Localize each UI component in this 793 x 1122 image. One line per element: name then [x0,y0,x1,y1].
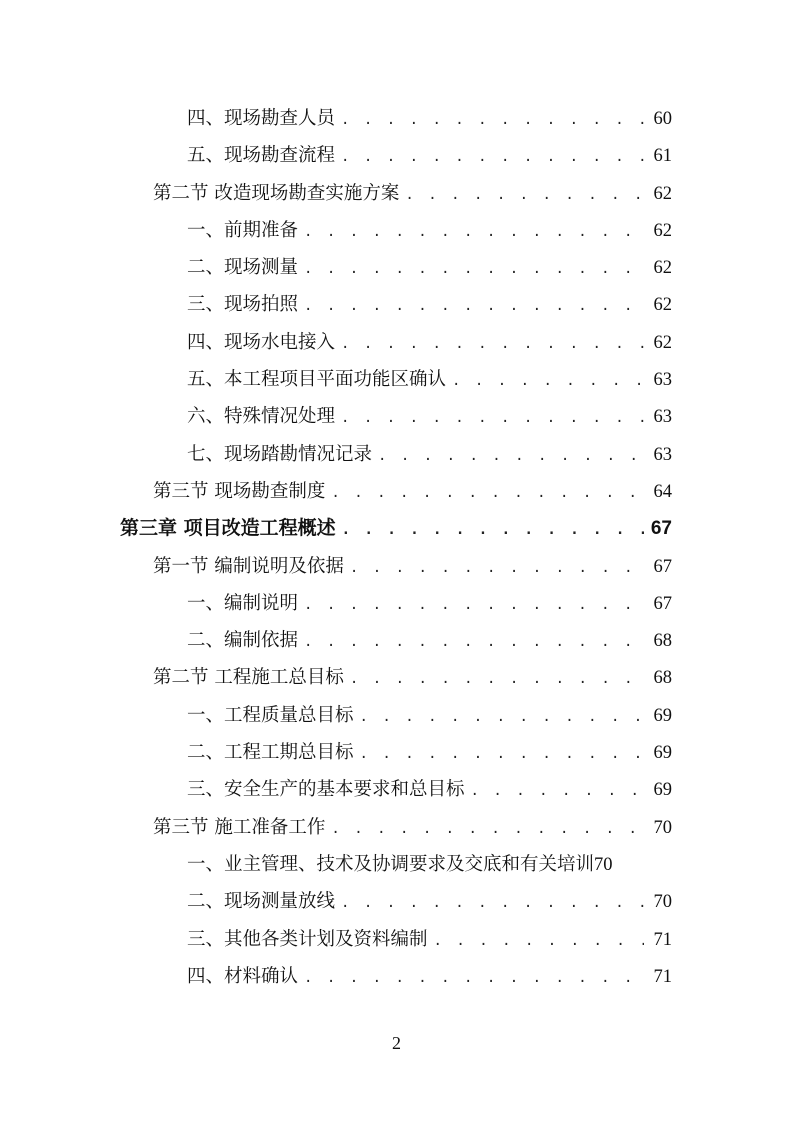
toc-entry-page: 69 [653,705,672,726]
page-number: 2 [392,1033,401,1053]
toc-entry-page: 60 [653,109,672,129]
toc-entry[interactable] [0,398,793,435]
toc-entry-label: 四、现场水电接入 [187,331,336,353]
toc-entry-label: 五、现场勘查流程 [187,145,336,167]
toc-entry[interactable] [0,100,793,137]
toc-entry-label: 六、特殊情况处理 [187,406,336,428]
toc-entry-label: 一、前期准备 [187,219,299,241]
toc-entry[interactable] [0,921,793,958]
toc-entry[interactable] [0,510,793,547]
dot-leader [471,773,644,810]
toc-entry-page: 70 [653,892,672,913]
dot-leader [405,177,644,214]
dot-leader [304,624,644,661]
toc-entry[interactable] [0,249,793,286]
toc-entry-page: 69 [653,743,672,764]
dot-leader [452,363,644,400]
dot-leader [342,512,644,549]
toc-entry-page: 62 [653,295,672,316]
toc-entry-label: 四、材料确认 [187,965,299,987]
toc-entry-label: 二、现场测量 [187,257,299,279]
toc-entry[interactable] [0,771,793,808]
toc-entry-page: 62 [653,183,672,204]
dot-leader [331,811,644,848]
toc-entry[interactable] [0,846,793,883]
toc-entry-page: 67 [653,593,672,614]
toc-entry[interactable] [0,436,793,473]
toc-entry[interactable] [0,734,793,771]
toc-entry[interactable] [0,958,793,995]
toc-entry-label: 第三节 现场勘查制度 [153,480,326,502]
toc-entry-page: 70 [594,854,613,875]
toc-entry-page: 64 [653,481,672,502]
toc-entry-label: 二、工程工期总目标 [187,742,354,764]
toc-entry-label: 第三节 施工准备工作 [153,816,326,838]
toc-entry[interactable] [0,622,793,659]
toc-entry-page: 62 [653,220,672,241]
toc-entry-page: 63 [653,407,672,428]
toc-entry-page: 61 [653,146,672,167]
toc-entry-label: 三、现场拍照 [187,294,299,316]
toc-entry[interactable] [0,809,793,846]
dot-leader [434,923,644,960]
toc-entry-page: 71 [653,966,672,987]
dot-leader [304,960,644,997]
toc-entry-label: 第一节 编制说明及依据 [153,555,344,577]
toc-entry-label: 三、安全生产的基本要求和总目标 [187,779,465,801]
toc-entry-page: 69 [653,780,672,801]
toc-entry-label: 一、业主管理、技术及协调要求及交底和有关培训 [187,853,595,875]
toc-entry[interactable] [0,175,793,212]
toc-entry-label: 四、现场勘查人员 [187,108,336,129]
dot-leader [341,885,644,922]
toc-entry[interactable] [0,697,793,734]
dot-leader [331,475,644,512]
dot-leader [304,214,644,251]
toc-entry-page: 68 [653,631,672,652]
dot-leader [378,438,644,475]
toc-entry[interactable] [0,286,793,323]
toc-entry-page: 68 [653,668,672,689]
toc-entry[interactable] [0,883,793,920]
toc-entry-page: 67 [653,556,672,577]
toc-entry-label: 三、其他各类计划及资料编制 [187,928,428,950]
toc-entry-page: 63 [653,370,672,391]
table-of-contents [0,100,793,995]
dot-leader [304,587,644,624]
toc-entry-page: 70 [653,817,672,838]
dot-leader [350,550,644,587]
toc-entry[interactable] [0,137,793,174]
toc-entry-label: 一、工程质量总目标 [187,704,354,726]
toc-entry-label: 第二节 改造现场勘查实施方案 [153,182,400,204]
toc-entry[interactable] [0,324,793,361]
dot-leader [341,326,644,363]
toc-entry-label: 一、编制说明 [187,592,299,614]
dot-leader [360,736,644,773]
dot-leader [341,139,644,176]
toc-entry-label: 五、本工程项目平面功能区确认 [187,369,447,391]
toc-entry-page: 62 [653,258,672,279]
dot-leader [341,400,644,437]
toc-entry-page: 67 [650,518,672,540]
toc-entry[interactable] [0,585,793,622]
toc-entry-page: 62 [653,332,672,353]
toc-entry-page: 63 [653,444,672,465]
toc-entry-page: 71 [653,929,672,950]
dot-leader [341,102,644,139]
toc-entry[interactable] [0,212,793,249]
toc-entry-label: 二、现场测量放线 [187,891,336,913]
toc-entry[interactable] [0,473,793,510]
dot-leader [304,288,644,325]
toc-entry-label: 七、现场踏勘情况记录 [187,443,373,465]
dot-leader [360,699,644,736]
dot-leader [304,251,644,288]
dot-leader [350,661,644,698]
toc-entry-label: 二、编制依据 [187,630,299,652]
toc-entry[interactable] [0,548,793,585]
toc-entry-label: 第二节 工程施工总目标 [153,667,344,689]
toc-entry[interactable] [0,659,793,696]
toc-entry[interactable] [0,361,793,398]
toc-entry-label: 第三章 项目改造工程概述 [120,517,336,540]
